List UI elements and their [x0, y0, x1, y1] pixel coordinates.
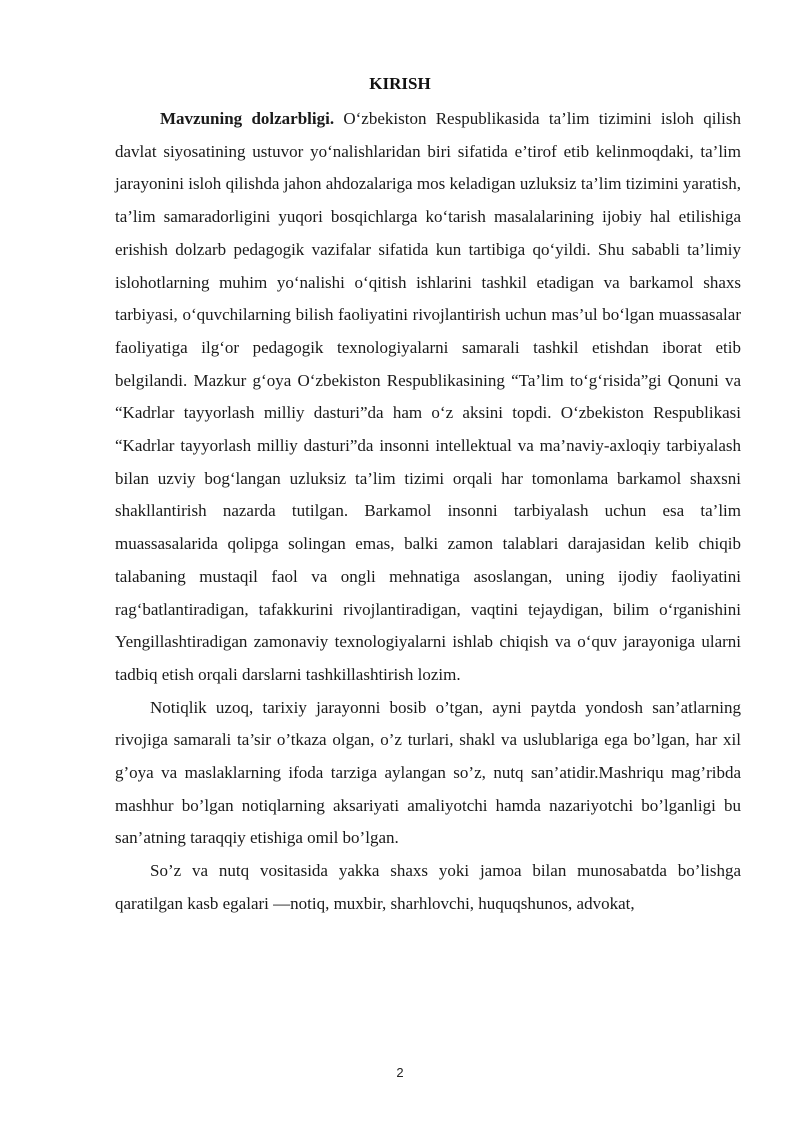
paragraph-oratory: Notiqlik uzoq, tarixiy jarayonni bosib o’tgan, ayni paytda yondosh san’atlarning rivojiga samarali ta’sir o’tkaza olgan, o’z turlari, shakl va uslublariga ega bo’lgan, har xil g’oya va maslaklarning ifoda tarziga aylangan so’z, nutq san’atidir.Mashriqu mag’ribda mashhur bo’lgan notiqlarning aksariyati amaliyotchi hamda nazariyotchi bo’lganligi bu san’atning taraqqiy etishiga omil bo’lgan.: [115, 697, 741, 848]
section-title: KIRISH: [369, 74, 431, 93]
paragraph-lead: Mavzuning dolzarbligi.: [160, 109, 335, 128]
paragraph-relevance-text: O‘zbekiston Respublikasida ta’lim tizimini isloh qilish davlat siyosatining ustuvor yo‘nalishlaridan biri sifatida e’tirof etib kelinmoqdaki, ta’lim jarayonini isloh qilishda jahon ahdozalariga mos keladigan uzluksiz ta’lim tizimini yaratish, ta’lim samaradorligini yuqori bosqichlarga ko‘tarish masalalarining ijobiy hal etilishiga erishish dolzarb pedagogik vazifalar sifatida kun tartibiga qo‘yildi. Shu sababli ta’limiy islohotlarning muhim yo‘nalishi o‘qitish ishlarini tashkil etadigan va barkamol shaxs tarbiyasi, o‘quvchilarning bilish faoliyatini rivojlantirish uchun mas’ul bo‘lgan muassasalar faoliyatiga ilg‘or pedagogik texnologiyalarni samarali tashkil etishdan iborat etib belgilandi. Mazkur g‘oya O‘zbekiston Respublikasining “Ta’lim to‘g‘risida”gi Qonuni va “Kadrlar tayyorlash milliy dasturi”da ham o‘z aksini topdi. O‘zbekiston Respublikasi “Kadrlar tayyorlash milliy dasturi”da insonni intellektual va ma’naviy-axloqiy tarbiyalash bilan uzviy bog‘langan uzluksiz ta’lim tizimi orqali har tomonlama barkamol shaxsni shakllantirish nazarda tutilgan. Barkamol insonni tarbiyalash uchun esa ta’lim muassasalarida qolipga solingan emas, balki zamon talablari darajasidan kelib chiqib talabaning mustaqil faol va ongli mehnatiga asoslangan, uning ijodiy faoliyatini rag‘batlantiradigan, tafakkurini rivojlantiradigan, vaqtini tejaydigan, bilim o‘rganishini Yengillashtiradigan zamonaviy texnologiyalarni ishlab chiqish va o‘quv jarayoniga ularni tadbiq etish orqali darslarni tashkillashtirish lozim.: [115, 109, 741, 684]
page-number: 2: [396, 1065, 404, 1080]
body-text: [115, 103, 741, 921]
paragraph-relevance: [115, 103, 741, 692]
paragraph-professions: So’z va nutq vositasida yakka shaxs yoki jamoa bilan munosabatda bo’lishga qaratilgan kasb egalari —notiq, muxbir, sharhlovchi, huquqshunos, advokat,: [115, 861, 741, 913]
